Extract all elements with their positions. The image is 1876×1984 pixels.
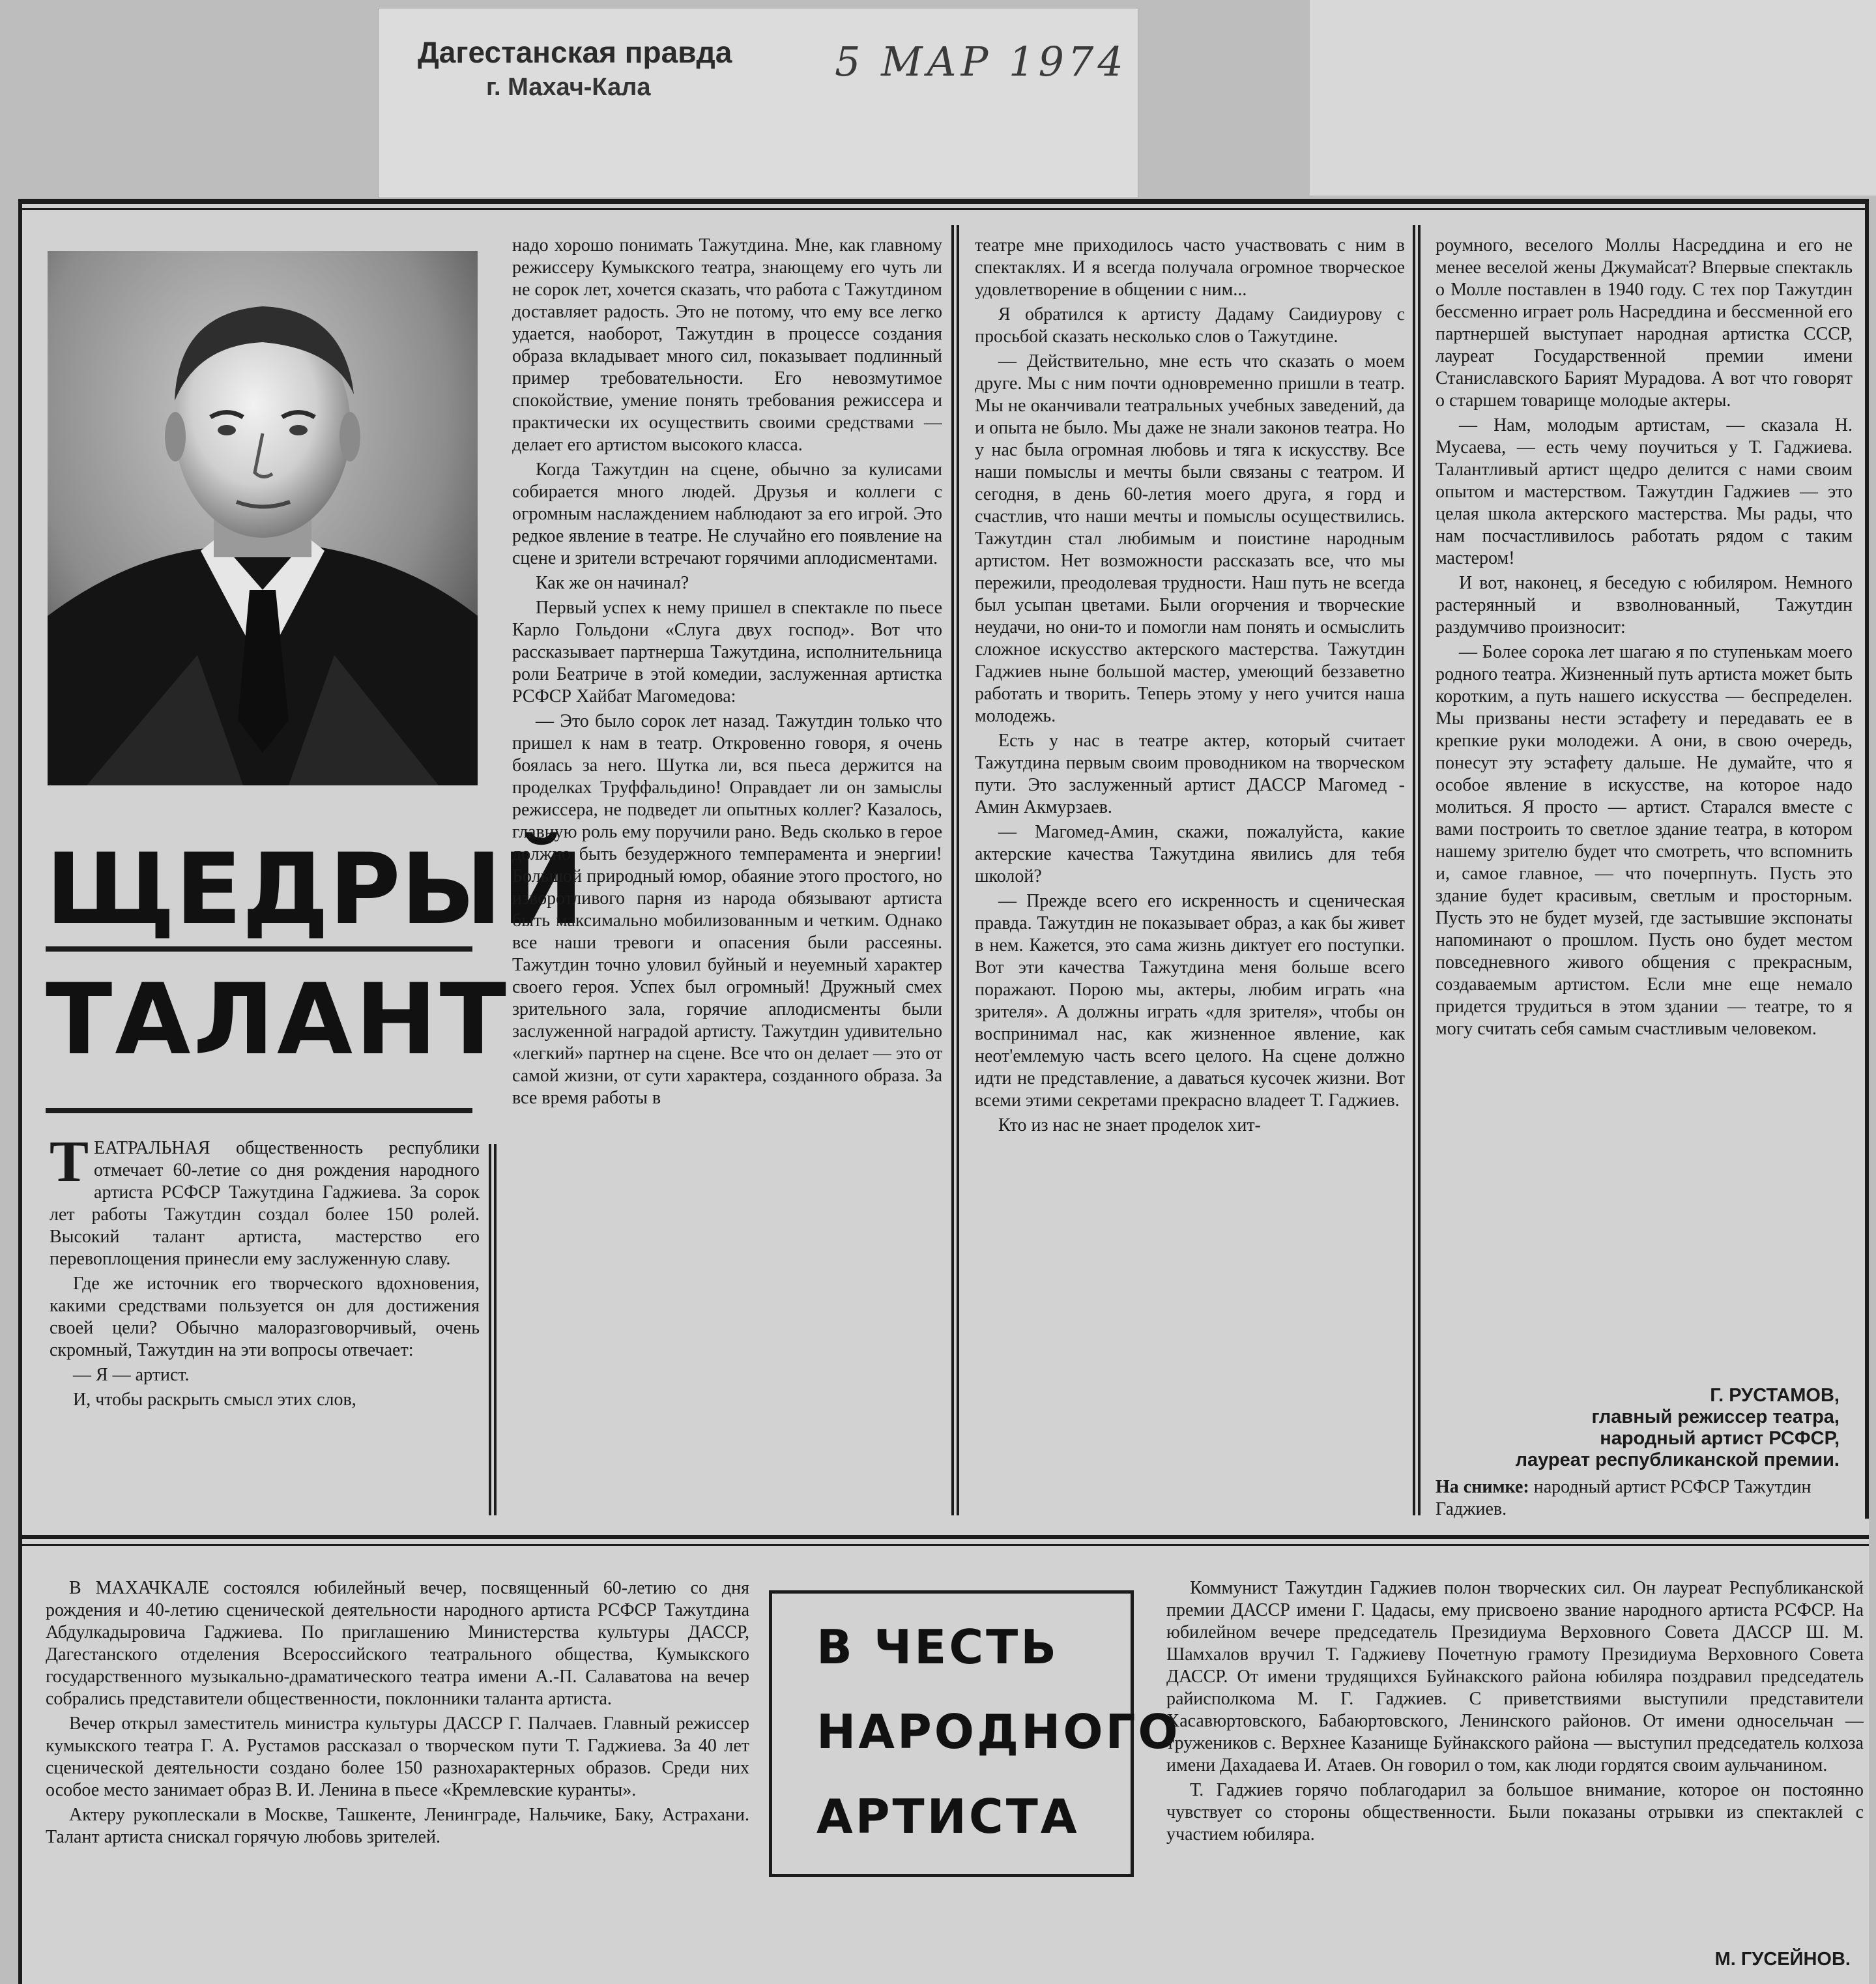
news-paragraph: В МАХАЧКАЛЕ состоялся юбилейный вечер, посвященный 60-летию со дня рождения и 40-летию сценической деятельности народного артиста РСФСР Тажутдина Абдулкадыровича Гаджиева. По приглашению Министерства культуры ДАССР, Дагестанского отделения Всероссийского театрального общества, Кумыкского государственного музыкально-драматического театра имени А.-П. Салаватова на вечер собрались представители общественности, поклонники таланта артиста. bbox=[46, 1578, 749, 1709]
article-paragraph: И вот, наконец, я беседую с юбиляром. Немного растерянный и взволнованный, Тажутдин раздумчиво произносит: bbox=[1436, 573, 1853, 637]
headline-line-1: ЩЕДРЫЙ bbox=[46, 833, 584, 946]
headline-line-2: ТАЛАНТ bbox=[46, 963, 509, 1077]
news-title-line-3: АРТИСТА bbox=[816, 1789, 1080, 1844]
author-title: народный артист РСФСР, bbox=[1600, 1428, 1840, 1449]
article-paragraph: надо хорошо понимать Тажутдина. Мне, как главному режиссеру Кумыкского театра, знающему его чуть ли не сорок лет, хочется сказать, что работа с Тажутдином доставляет радость. Это не потому, что ему все легко удается, наоборот, Тажутдин в процессе создания образа вкладывает много сил, показывает подлинный пример требовательности. Его невозмутимое спокойствие, умение понять требования режиссера и практически их осуществить своими средствами — делает его артистом высокого класса. bbox=[512, 235, 942, 455]
news-paragraph: Т. Гаджиев горячо поблагодарил за большое внимание, которое он постоянно чувствует со стороны общественности. Были показаны отрывки из спектаклей с участием юбиляра. bbox=[1166, 1780, 1864, 1845]
article-paragraph: Как же он начинал? bbox=[536, 573, 689, 593]
article-paragraph: Где же источник его творческого вдохновения, какими средствами пользуется он для достижения своей цели? Обычно малоразговорчивый, очень скромный, Тажутдин на эти вопросы отвечает: bbox=[50, 1274, 480, 1360]
column-divider bbox=[494, 1144, 497, 1515]
archive-backing bbox=[1310, 0, 1876, 196]
article-paragraph: театре мне приходилось часто участвовать с ним в спектаклях. И я всегда получала огромное творческое удовлетворение в общении с ним... bbox=[975, 235, 1405, 300]
article-paragraph: — Нам, молодым артистам, — сказала Н. Мусаева, — есть чему поучиться у Т. Гаджиева. Талантливый артист щедро делится с нами своим опытом и мастерством. Тажутдин Гаджиев — это целая школа актерского мастерства. Мы рады, что нам посчастливилось работать рядом с таким мастером! bbox=[1436, 415, 1853, 568]
section-divider bbox=[18, 1544, 1869, 1546]
news-title-line-1: В ЧЕСТЬ bbox=[816, 1620, 1060, 1674]
article-paragraph: — Это было сорок лет назад. Тажутдин только что пришел к нам в театр. Откровенно говоря, я очень боялась за него. Шутка ли, вся пьеса держится на проделках Труффальдино! Оправдает ли он замыслы режиссера, не подведет ли опытных коллег? Казалось, главную роль ему поручили рано. Ведь сколько в герое должно быть безудержного темперамента и энергии! Большой природный юмор, обаяние этого простого, но изворотливого парня из народа обязывают артиста быть максимально мобилизованным и четким. Однако все наши тревоги и опасения были рассеяны. Тажутдин точно уловил буйный и неуемный характер своего героя. Успех был огромный! Дружный смех зрительного зала, горячие аплодисменты были заслуженной наградой артисту. Тажутдин удивительно «легкий» партнер на сцене. Все что он делает — это от самой жизни, от сути характера, созданного образа. За все время работы в bbox=[512, 711, 942, 1108]
date-stamp: 5 МАР 1974 bbox=[835, 38, 1127, 85]
left-border bbox=[18, 199, 22, 1984]
article-paragraph: И, чтобы раскрыть смысл этих слов, bbox=[73, 1390, 356, 1410]
article-column-1 bbox=[50, 1137, 480, 1522]
caption-text: народный артист РСФСР Тажутдин Гаджиев. bbox=[1436, 1477, 1811, 1519]
news-paragraph: Коммунист Тажутдин Гаджиев полон творческих сил. Он лауреат Республиканской премии ДАССР имени Г. Цадасы, ему присвоено звание народного артиста РСФСР. На юбилейном вечере председатель Президиума Верховного Совета ДАССР Ш. М. Шамхалов вручил Т. Гаджиеву Почетную грамоту Президиума Верховного Совета ДАССР. От имени трудящихся Буйнакского района юбиляра поздравил председатель райисполкома М. Г. Гаджиев. С приветствиями выступили представители Хасавюртовского, Бабаюртовского, Ленинского районов. От имени односельчан — тружеников с. Верхнее Казанище Буйнакского района — выступил председатель колхоза имени Дахадаева И. Атаев. Он говорил о том, как люди гордятся своим аульчанином. bbox=[1166, 1578, 1864, 1775]
portrait-image bbox=[48, 251, 478, 785]
column-divider bbox=[957, 225, 959, 1515]
article-column-2 bbox=[512, 235, 942, 1522]
article-paragraph: — Я — артист. bbox=[73, 1365, 190, 1385]
news-right-column bbox=[1166, 1577, 1864, 1942]
article-column-4 bbox=[1436, 235, 1853, 1336]
article-paragraph: Первый успех к нему пришел в спектакле по пьесе Карло Гольдони «Слуга двух господ». Вот что рассказывает партнерша Тажутдина, исполнительница роли Беатриче в этой комедии, заслуженная артистка РСФСР Хайбат Магомедова: bbox=[512, 598, 942, 707]
article-paragraph: Кто из нас не знает проделок хит- bbox=[998, 1115, 1261, 1135]
column-divider bbox=[1418, 225, 1421, 1515]
top-border bbox=[18, 199, 1869, 204]
news-left-column bbox=[46, 1577, 749, 1981]
source-label bbox=[378, 8, 1138, 198]
top-border-inner bbox=[18, 208, 1869, 210]
section-divider bbox=[18, 1535, 1869, 1539]
article-paragraph: — Магомед-Амин, скажи, пожалуйста, какие актерские качества Тажутдина явились для тебя школой? bbox=[975, 822, 1405, 886]
article-paragraph: — Прежде всего его искренность и сценическая правда. Тажутдин не показывает образ, а как бы живет в нем. Кажется, это сама жизнь диктует его поступки. Вот эти качества Тажутдина меня больше всего поражают. Порою мы, актеры, любим играть «на зрителя». А должны играть «для зрителя», чтобы он воспринимал нас, как жизненное явление, как неот'емлемую часть всего целого. На сцене должно идти не представление, а даваться кусочек жизни. Вот всеми этими секретами прекрасно владеет Т. Гаджиев. bbox=[975, 891, 1405, 1111]
column-divider bbox=[951, 225, 954, 1515]
headline-rule bbox=[46, 946, 472, 952]
article-paragraph: Есть у нас в театре актер, который считает Тажутдина первым своим проводником на творческом пути. Это заслуженный артист ДАССР Магомед - Амин Акмурзаев. bbox=[975, 731, 1405, 817]
news-title-box bbox=[769, 1590, 1181, 1877]
headline-rule bbox=[46, 1108, 472, 1113]
drop-cap: Т bbox=[50, 1137, 89, 1194]
author-signature bbox=[1436, 1385, 1840, 1471]
author-title: главный режиссер театра, bbox=[1591, 1407, 1840, 1427]
news-title-line-2: НАРОДНОГО bbox=[816, 1704, 1181, 1759]
caption-label: На снимке: bbox=[1436, 1477, 1529, 1497]
article-paragraph: Я обратился к артисту Дадаму Саидиурову с просьбой сказать несколько слов о Тажутдине. bbox=[975, 304, 1405, 347]
article-paragraph: — Действительно, мне есть что сказать о моем друге. Мы с ним почти одновременно пришли в театр. Мы не оканчивали театральных учебных заведений, да и опыта не было. Мы даже не знали законов театра. Но у нас была огромная любовь и тяга к искусству. Все наши помыслы и мечты были связаны с театром. И сегодня, в день 60-летия моего друга, я горд и счастлив, что наши мечты и помыслы осуществились. Тажутдин стал любимым и поистине народным артистом. Нет возможности рассказать все, что мы пережили, преодолевая трудности. Наш путь не всегда был усыпан цветами. Были огорчения и творческие неудачи, но они-то и помогли нам понять и осмыслить сложное искусство актерского мастерства. Тажутдин Гаджиев ныне большой мастер, умеющий беззаветно работать и творить. Теперь этому у него учится наша молодежь. bbox=[975, 351, 1405, 726]
article-paragraph: роумного, веселого Моллы Насреддина и его не менее веселой жены Джумайсат? Впервые спектакль о Молле поставлен в 1940 году. С тех пор Тажутдин бессменно играет роль Насреддина и бессменной его партнершей выступает народная артистка СССР, лауреат Государственной премии имени Станиславского Барият Мурадова. А вот что говорят о старшем товарище молодые актеры. bbox=[1436, 235, 1853, 411]
author-name: Г. РУСТАМОВ, bbox=[1710, 1385, 1840, 1406]
right-border bbox=[1865, 199, 1869, 1519]
column-divider bbox=[1413, 225, 1415, 1515]
news-signature: М. ГУСЕЙНОВ. bbox=[1714, 1949, 1851, 1970]
news-paragraph: Актеру рукоплескали в Москве, Ташкенте, Ленинграде, Нальчике, Баку, Астрахани. Талант артиста снискал горячую любовь зрителей. bbox=[46, 1805, 749, 1847]
article-paragraph: — Более сорока лет шагаю я по ступенькам моего родного театра. Жизненный путь артиста может быть коротким, а путь нашего искусства — беспределен. Мы призваны нести эстафету и передавать ее в крепкие руки молодежи. А они, в свою очередь, понесут эту эстафету дальше. Не думайте, что я особое явление в искусстве, на которое надо молиться. Я просто — артист. Старался вместе с вами построить то светлое здание театра, в котором нашему зрителю будет что смотреть, что вспомнить и, самое главное, — что почерпнуть. Пусть это здание будет красивым, светлым и просторным. Пусть это не будет музей, где застывшие экспонаты напоминают о прошлом. Пусть оно будет местом повседневного живого общения с прекрасным, создаваемым артистом. Если мне еще немало придется трудиться в этом здании — театре, то я могу считать себя самым счастливым человеком. bbox=[1436, 642, 1853, 1039]
article-column-3 bbox=[975, 235, 1405, 1522]
newspaper-city: г. Махач-Кала bbox=[486, 74, 651, 101]
article-paragraph: Когда Тажутдин на сцене, обычно за кулисами собирается много людей. Друзья и коллеги с огромным наслаждением наблюдают за его игрой. Это редкое явление в театре. Не случайно его появление на сцене и зрители встречают горячими аплодисментами. bbox=[512, 460, 942, 568]
photo-caption bbox=[1436, 1476, 1853, 1528]
newspaper-name: Дагестанская правда bbox=[418, 35, 732, 69]
article-paragraph: ТЕАТРАЛЬНАЯ общественность республики отмечает 60-летие со дня рождения народного артиста РСФСР Тажутдина Гаджиева. За сорок лет работы Тажутдин создал более 150 ролей. Высокий талант артиста, мастерство его перевоплощения принесли ему заслуженную славу. bbox=[50, 1137, 480, 1269]
news-paragraph: Вечер открыл заместитель министра культуры ДАССР Г. Палчаев. Главный режиссер кумыкского театра Г. А. Рустамов рассказал о творческом пути Т. Гаджиева. За 40 лет сценической деятельности создано более 150 разнохарактерных образов. Среди них особое место занимает образ В. И. Ленина в пьесе «Кремлевские куранты». bbox=[46, 1714, 749, 1800]
author-title: лауреат республиканской премии. bbox=[1515, 1450, 1840, 1470]
portrait-photo bbox=[48, 251, 478, 785]
column-divider bbox=[489, 1144, 491, 1515]
